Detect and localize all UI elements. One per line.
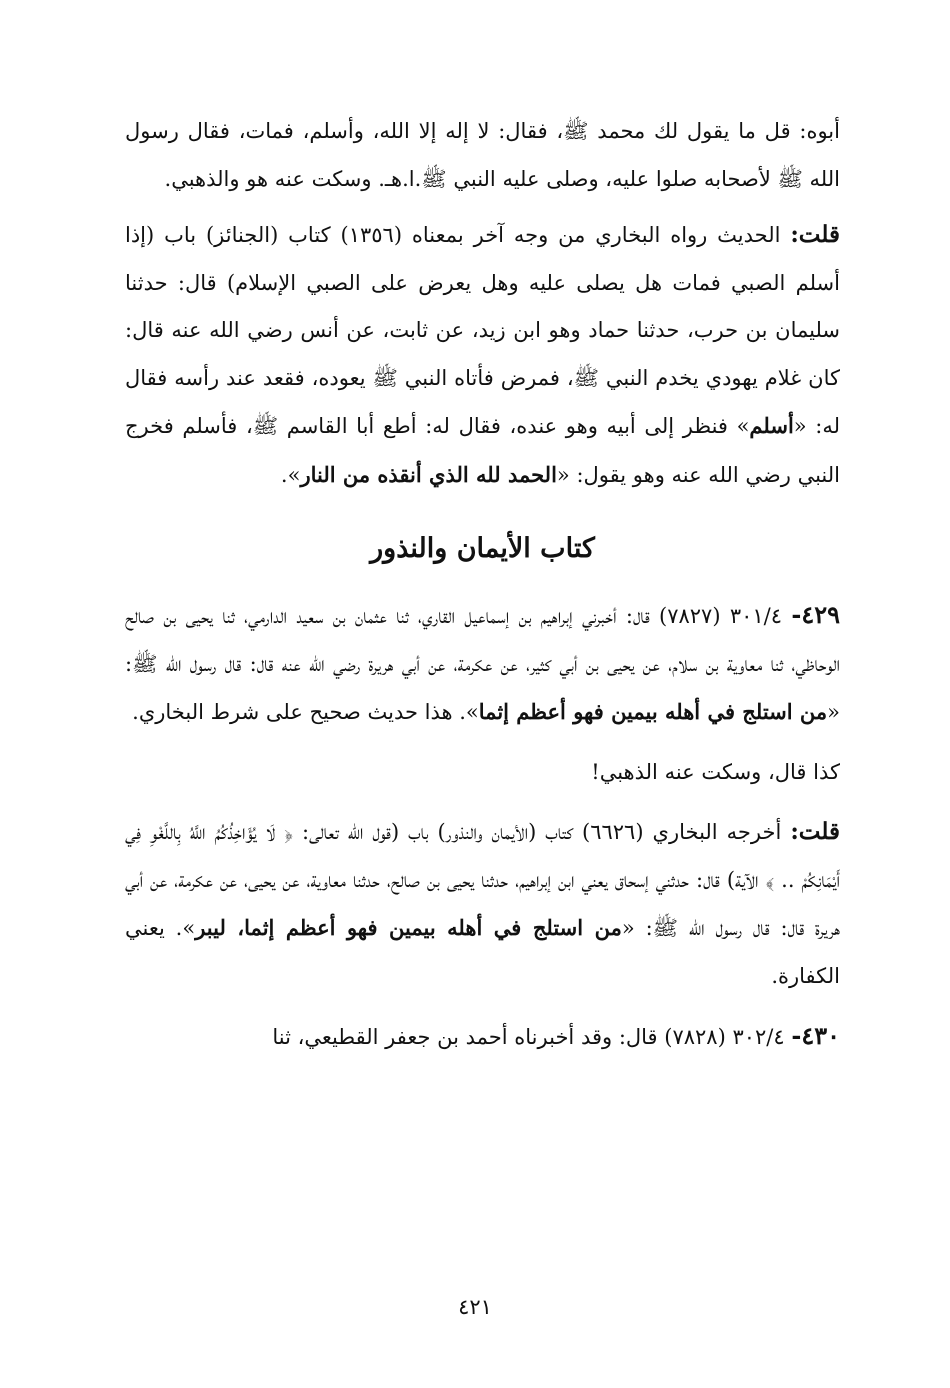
page-number: ٤٢١ — [458, 1295, 492, 1319]
qultu-label: قلت: — [790, 221, 840, 248]
paragraph-comment-2 — [125, 808, 840, 1000]
section-title: كتاب الأيمان والنذور — [370, 533, 595, 564]
hadith-quote: أسلم — [749, 413, 794, 438]
paragraph-comment-1 — [125, 211, 840, 499]
text-segment: أخرجه البخاري (٦٦٢٦) كتاب (الأيمان والنذور) باب (قول الله تعالى: ﴿ لَا يُؤَاخِذُكُمُ اللَّهُ بِاللَّغْوِ فِي أَيْمَانِكُمْ .. ﴾ الآية) قال: حدثني إسحاق يعني ابن إبراهيم، حدثنا يحيى بن صالح، حدثنا معاوية، عن يحيى، عن عكرمة، عن أبي هريرة قال: قال رسول الله ﷺ: « — [125, 820, 841, 940]
hadith-quote: الحمد لله الذي أنقذه من النار — [300, 461, 557, 487]
text-segment: ». — [280, 462, 301, 487]
qultu-label: قلت: — [790, 818, 840, 845]
hadith-entry-430 — [125, 1012, 840, 1062]
hadith-quote: من استلج في أهله بيمين فهو أعظم إثما — [478, 699, 828, 724]
text-segment: الحديث رواه البخاري من وجه آخر بمعناه (١٣٥٦) كتاب (الجنائز) باب (إذا أسلم الصبي فمات هل يصلى عليه وهل يعرض على الصبي الإسلام) قال: حدثنا سليمان بن حرب، حدثنا حماد وهو ابن زيد، عن ثابت، عن أنس رضي الله عنه قال: كان غلام يهودي يخدم النبي ﷺ، فمرض فأتاه النبي ﷺ يعوده، فقعد عند رأسه فقال له: « — [125, 223, 840, 438]
hadith-entry-429 — [125, 591, 840, 737]
paragraph-note: كذا قال، وسكت عنه الذهبي! — [591, 759, 840, 784]
text-segment: ٣٠٢/٤ (٧٨٢٨) قال: وقد أخبرناه أحمد بن جعفر القطيعي، ثنا — [272, 1025, 792, 1049]
hadith-quote: من استلج في أهله بيمين فهو أعظم إثما، ليبر — [195, 915, 622, 940]
hadith-number: ٤٣٠- — [791, 1021, 840, 1050]
text-segment: ». هذا حديث صحيح على شرط البخاري. — [132, 700, 479, 724]
text-segment: ٣٠١/٤ (٧٨٢٧) قال: أخبرني إبراهيم بن إسماعيل القاري، ثنا عثمان بن سعيد الدارمي، ثنا يحيى بن صالح الوحاظي، ثنا معاوية بن سلام، عن يحيى بن أبي كثير، عن عكرمة، عن أبي هريرة رضي الله عنه قال: قال رسول الله ﷺ: « — [125, 604, 840, 724]
text-segment: ». يعني الكفارة. — [125, 916, 840, 988]
paragraph-continuation: أبوه: قل ما يقول لك محمد ﷺ، فقال: لا إله إلا الله، وأسلم، فمات، فقال رسول الله ﷺ لأصحابه صلوا عليه، وصلى عليه النبي ﷺ.ا.هـ. وسكت عنه هو والذهبي. — [125, 119, 840, 191]
text-segment: » فنظر إلى أبيه وهو عنده، فقال له: أطع أبا القاسم ﷺ، فأسلم فخرج النبي رضي الله عنه وهو يقول: « — [125, 414, 840, 487]
page-body — [125, 108, 840, 1062]
hadith-number: ٤٢٩- — [791, 600, 840, 629]
